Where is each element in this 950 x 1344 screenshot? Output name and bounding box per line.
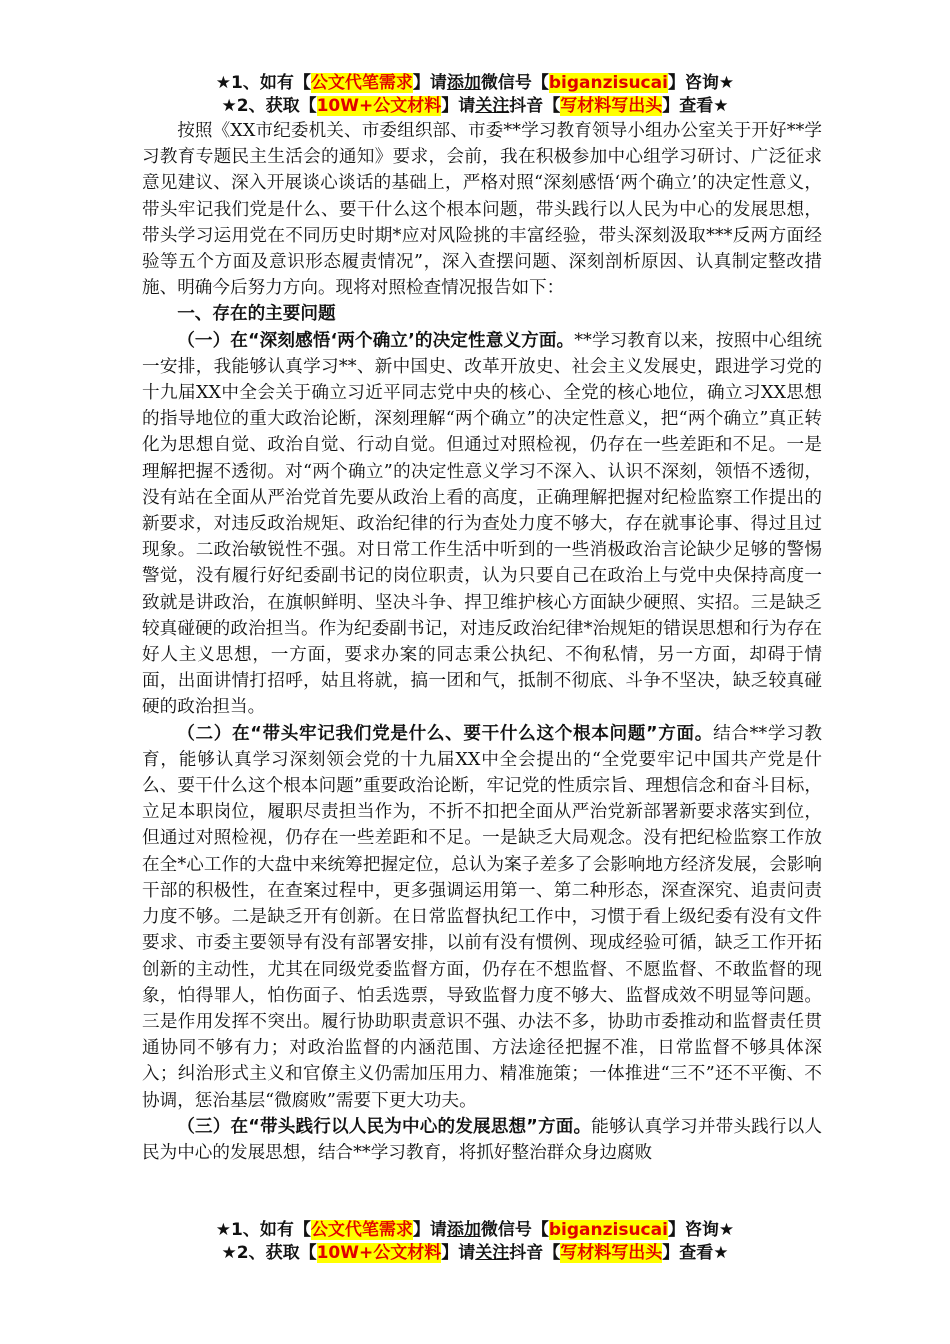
highlight-text: 写材料写出头 — [560, 1243, 663, 1263]
banner-text: 】请 — [412, 1220, 447, 1240]
paragraph-1 — [142, 328, 822, 721]
banner-text: 】请 — [441, 1243, 476, 1263]
banner-text: 】咨询★ — [667, 73, 735, 93]
banner-text: ★2、获取【 — [221, 1243, 317, 1263]
underlined-text: 关注 — [475, 1243, 510, 1263]
banner-text: 抖音【 — [509, 96, 561, 116]
paragraph-2 — [142, 721, 822, 1114]
banner-text: 】咨询★ — [667, 1220, 735, 1240]
highlight-text: 公文代笔需求 — [310, 1220, 413, 1240]
section-heading: 一、存在的主要问题 — [177, 304, 336, 325]
promo-banner-bottom-2 — [0, 1240, 950, 1266]
banner-text: 抖音【 — [509, 1243, 561, 1263]
banner-text: ★1、如有【 — [215, 73, 311, 93]
banner-text: 微信号【 — [480, 1220, 549, 1240]
paragraph-heading: （三）在“带头践行以人民为中心的发展思想”方面。 — [177, 1116, 592, 1137]
underlined-text: 添加 — [446, 73, 481, 93]
highlight-text: 10W+公文材料 — [316, 96, 442, 116]
intro-paragraph: 按照《XX市纪委机关、市委组织部、市委**学习教育领导小组办公室关于开好**学习教育专题民主生活会的通知》要求，会前，我在积极参加中心组学习研讨、广泛征求意见建议、深入开展谈心谈话的基础上，严格对照“深刻感悟‘两个确立’的决定性意义，带头牢记我们党是什么、要干什么这个根本问题，带头践行以人民为中心的发展思想，带头学习运用党在不同历史时期*应对风险挑的丰富经验，带头深刻汲取***反两方面经验等五个方面及意识形态履责情况”，深入查摆问题、深刻剖析原因、认真制定整改措施、明确今后努力方向。现将对照检查情况报告如下： — [142, 121, 822, 299]
banner-text: ★2、获取【 — [221, 96, 317, 116]
banner-text: 微信号【 — [480, 73, 549, 93]
banner-text: 】查看★ — [662, 1243, 729, 1263]
paragraph-heading: （一）在“深刻感悟‘两个确立’的决定性意义方面。 — [177, 330, 575, 351]
paragraph-text: **学习教育以来，按照中心组统一安排，我能够认真学习**、新中国史、改革开放史、社会主义发展史，跟进学习党的十九届XX中全会关于确立习近平同志党中央的核心、全党的核心地位，确立习XX思想的指导地位的重大政治论断，深刻理解“两个确立”的决定性意义，把“两个确立”真正转化为思想自觉、政治自觉、行动自觉。但通过对照检视，仍存在一些差距和不足。一是理解把握不透彻。对“两个确立”的决定性意义学习不深入、认识不深刻，领悟不透彻，没有站在全面从严治党首先要从政治上看的高度，正确理解把握对纪检监察工作提出的新要求，对违反政治规矩、政治纪律的行为查处力度不够大，存在就事论事、得过且过现象。二政治敏锐性不强。对日常工作生活中听到的一些消极政治言论缺少足够的警惕警觉，没有履行好纪委副书记的岗位职责，认为只要自己在政治上与党中央保持高度一致就是讲政治，在旗帜鲜明、坚决斗争、捍卫维护核心方面缺少硬照、实招。三是缺乏较真碰硬的政治担当。作为纪委副书记，对违反政治纪律*治规矩的错误思想和行为存在好人主义思想，一方面，要求办案的同志秉公执纪、不徇私情，另一方面，却碍于情面，出面讲情打招呼，姑且将就，搞一团和气，抵制不彻底、斗争不坚决，缺乏较真碰硬的政治担当。 — [142, 330, 822, 718]
banner-text: 】请 — [441, 96, 476, 116]
highlight-text: 10W+公文材料 — [316, 1243, 442, 1263]
document-body — [142, 118, 822, 1166]
paragraph-text: 能够认真学习并带头践行以人民为中心的发展思想，结合**学习教育，将抓好整治群众身边腐败 — [142, 1116, 822, 1163]
banner-text: ★1、如有【 — [215, 1220, 311, 1240]
paragraph-text: 结合**学习教育，能够认真学习深刻领会党的十九届XX中全会提出的“全党要牢记中国共产党是什么、要干什么这个根本问题”重要政治论断，牢记党的性质宗旨、理想信念和奋斗目标，立足本职岗位，履职尽责担当作为，不折不扣把全面从严治党新部署新要求落实到位，但通过对照检视，仍存在一些差距和不足。一是缺乏大局观念。没有把纪检监察工作放在全*心工作的大盘中来统筹把握定位，总认为案子差多了会影响地方经济发展，会影响干部的积极性，在查案过程中，更多强调运用第一、第二种形态，深查深究、追责问责力度不够。二是缺乏开有创新。在日常监督执纪工作中，习惯于看上级纪委有没有文件要求、市委主要领导有没有部署安排，以前有没有惯例、现成经验可循，缺乏工作开拓创新的主动性，尤其在同级党委监督方面，仍存在不想监督、不愿监督、不敢监督的现象，怕得罪人，怕伤面子、怕丢选票，导致监督力度不够大、监督成效不明显等问题。三是作用发挥不突出。履行协助职责意识不强、办法不多，协助市委推动和监督责任贯通协同不够有力；对政治监督的内涵范围、方法途径把握不准，日常监督不够具体深入；纠治形式主义和官僚主义仍需加压用力、精准施策；一体推进“三不”还不平衡、不协调，惩治基层“微腐败”需要下更大功夫。 — [142, 723, 822, 1111]
promo-banner-top-2 — [0, 93, 950, 119]
highlight-text: biganzisucai — [548, 73, 668, 93]
highlight-text: 公文代笔需求 — [310, 73, 413, 93]
paragraph-heading: （二）在“带头牢记我们党是什么、要干什么这个根本问题”方面。 — [177, 723, 714, 744]
underlined-text: 添加 — [446, 1220, 481, 1240]
banner-text: 】请 — [412, 73, 447, 93]
highlight-text: biganzisucai — [548, 1220, 668, 1240]
banner-text: 】查看★ — [662, 96, 729, 116]
underlined-text: 关注 — [475, 96, 510, 116]
paragraph-3 — [142, 1114, 822, 1166]
highlight-text: 写材料写出头 — [560, 96, 663, 116]
